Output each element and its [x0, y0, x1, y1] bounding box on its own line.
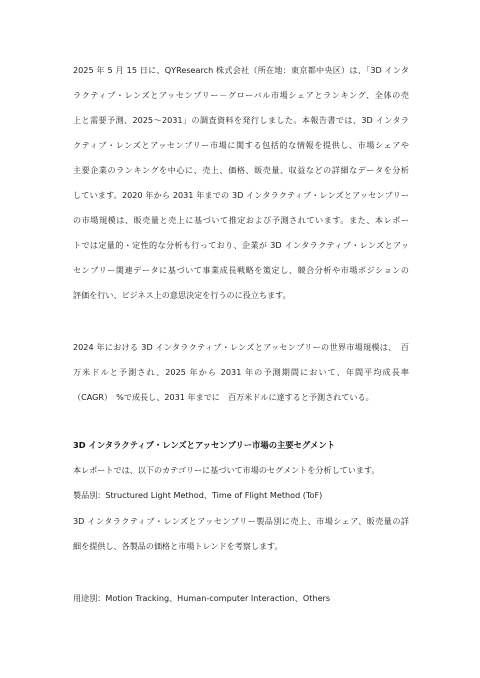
section-intro: 本レポートでは、以下のカテゴリーに基づいて市場のセグメントを分析しています。	[73, 465, 380, 475]
product-description-line: 3D インタラクティブ・レンズとアッセンブリー製品別に売上、市場シェア、販売量の詳	[73, 516, 409, 526]
paragraph-line: 万米ドルと予測され、2025 年から 2031 年の予測期間において、年間平均成長率	[73, 367, 409, 377]
paragraph-line: 評価を行い、ビジネス上の意思決定を行うのに役立ちます。	[73, 290, 291, 300]
paragraph-line: クティブ・レンズとアッセンブリー市場に関する包括的な情報を提供し、市場シェアや	[73, 140, 409, 150]
paragraph-line: 主要企業のランキングを中心に、売上、価格、販売量、収益などの詳細なデータを分析	[73, 165, 409, 175]
paragraph-line: トでは定量的・定性的な分析も行っており、企業が 3D インタラクティブ・レンズとアッ	[73, 240, 409, 250]
product-description-line: 細を提供し、各製品の価格と市場トレンドを考察します。	[73, 541, 283, 551]
paragraph-line: しています。2020 年から 2031 年までの 3D インタラクティブ・レンズとアッセンブリー	[73, 190, 409, 200]
paragraph-line: 2025 年 5 月 15 日に、QYResearch 株式会社（所在地：東京都中央区）は、「3D インタ	[73, 65, 409, 75]
section-heading: 3D インタラクティブ・レンズとアッセンブリー市場の主要セグメント	[73, 440, 336, 450]
paragraph-line: センブリー関連データに基づいて事業成長戦略を策定し、競合分析や市場ポジションの	[73, 265, 409, 275]
product-segment-line: 製品別：Structured Light Method、Time of Flight Method (ToF)	[73, 490, 323, 500]
paragraph-line: ラクティブ・レンズとアッセンブリー－グローバル市場シェアとランキング、全体の売	[73, 90, 409, 100]
paragraph-line: （CAGR） %で成長し、2031 年までに 百万米ドルに達すると予測されている。	[73, 392, 374, 402]
paragraph-line: 上と需要予測、2025～2031」の調査資料を発行しました。本報告書では、3D インタラ	[73, 115, 409, 125]
application-segment-line: 用途別：Motion Tracking、Human-computer Interaction、Others	[73, 593, 331, 603]
paragraph-line: の市場規模は、販売量と売上に基づいて推定および予測されています。また、本レポー	[73, 215, 409, 225]
paragraph-line: 2024 年における 3D インタラクティブ・レンズとアッセンブリーの世界市場規模は、 百	[73, 342, 409, 352]
